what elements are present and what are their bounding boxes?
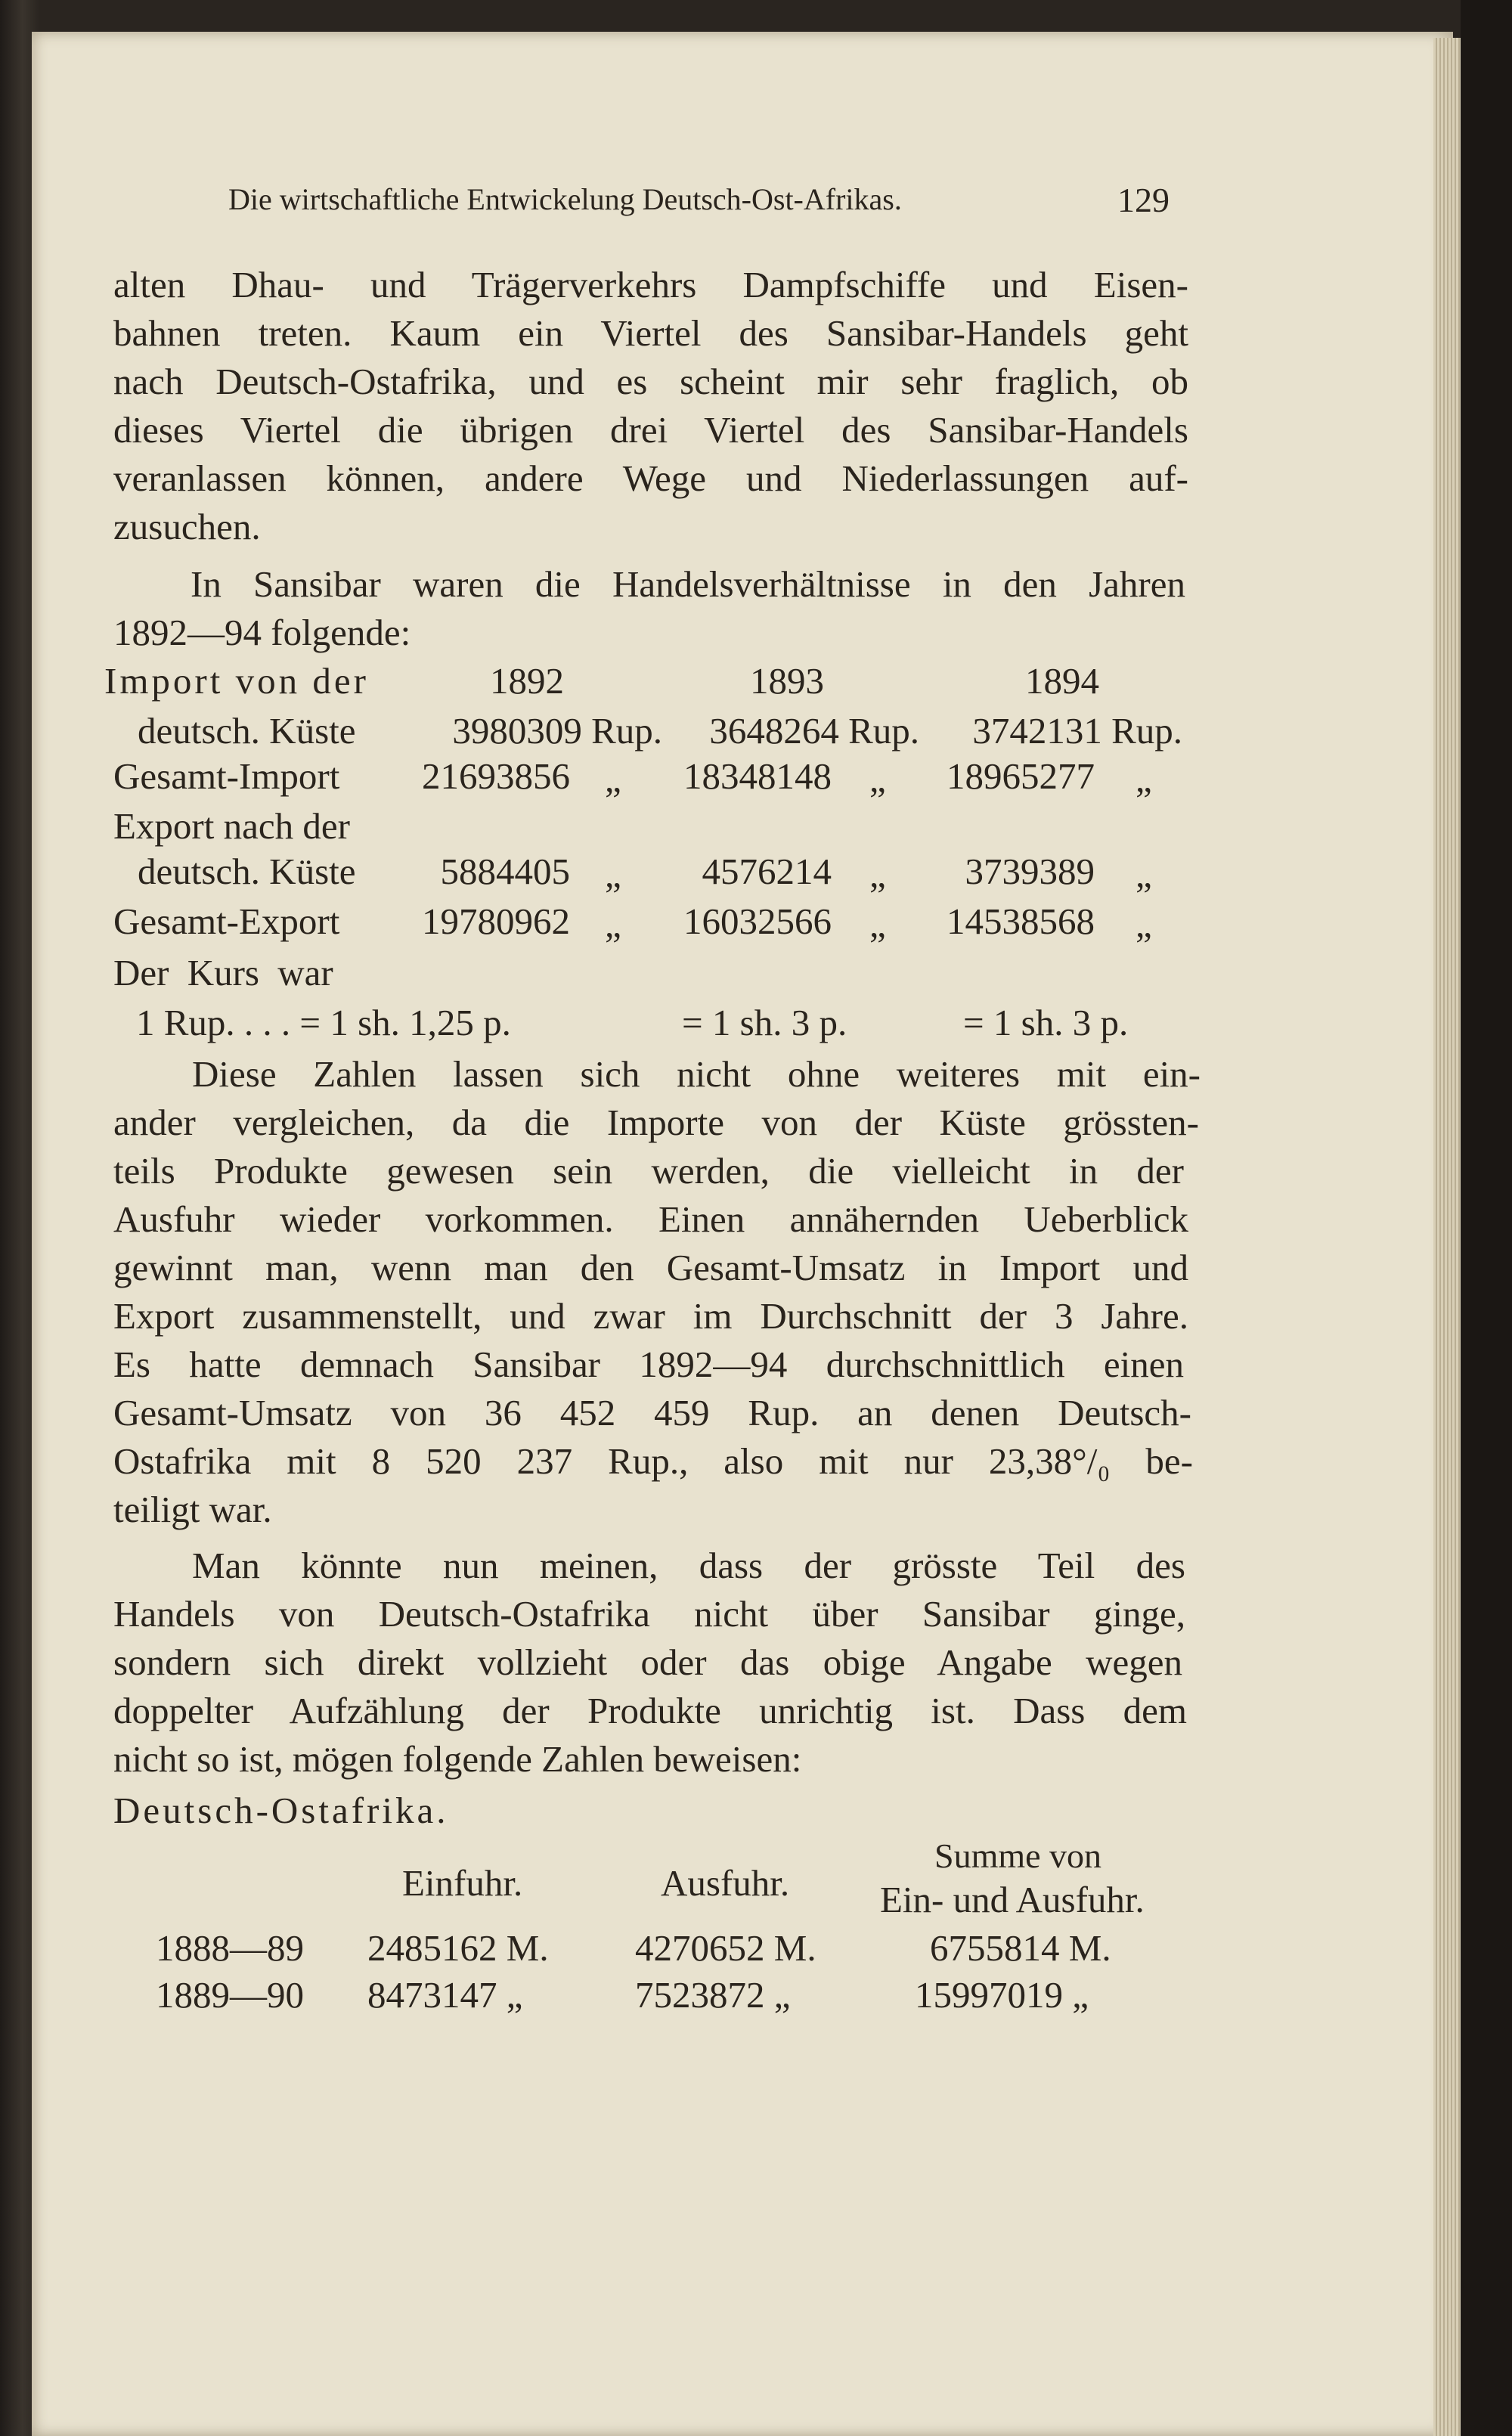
ditto-mark: „	[1136, 903, 1152, 945]
table1-value: 18965277	[947, 755, 1095, 797]
text-line: Ostafrika mit 8 520 237 Rup., also mit nur 23,38°/₀ be-	[113, 1440, 1193, 1482]
ditto-mark: „	[1136, 854, 1152, 895]
table1-year: 1892	[490, 660, 564, 702]
text-line: Diese Zahlen lassen sich nicht ohne weiteres mit ein-	[192, 1053, 1201, 1095]
text-line: Ausfuhr wieder vorkommen. Einen annähernden Ueberblick	[113, 1198, 1188, 1240]
kurs-value: = 1 sh. 3 p.	[963, 1002, 1129, 1043]
table1-row-label: Gesamt-Import	[113, 755, 340, 797]
kurs-value: = 1 sh. 3 p.	[682, 1002, 847, 1043]
table1-value: 21693856	[422, 755, 570, 797]
kurs-label: Der Kurs war	[113, 952, 333, 993]
table2-value: 2485162 M.	[367, 1927, 549, 1969]
text-line: sondern sich direkt vollzieht oder das obige Angabe wegen	[113, 1641, 1182, 1683]
table1-row-label: Gesamt-Export	[113, 900, 340, 942]
table1-value: 19780962	[422, 900, 570, 942]
ditto-mark: „	[605, 903, 621, 945]
text-line: nicht so ist, mögen folgende Zahlen beweisen:	[113, 1738, 802, 1780]
text-line: Es hatte demnach Sansibar 1892—94 durchschnittlich einen	[113, 1344, 1184, 1385]
table1-value: 3742131 Rup.	[972, 710, 1182, 752]
text-line: ander vergleichen, da die Importe von der Küste grössten-	[113, 1102, 1199, 1143]
text-line: Handels von Deutsch-Ostafrika nicht über Sansibar ginge,	[113, 1593, 1185, 1635]
table2-col-header: Summe von	[934, 1836, 1102, 1875]
table2-title: Deutsch-Ostafrika.	[113, 1790, 449, 1831]
text-line: alten Dhau- und Trägerverkehrs Dampfschiffe und Eisen-	[113, 264, 1188, 305]
ditto-mark: „	[1136, 758, 1152, 800]
table2-value: 6755814 M.	[930, 1927, 1111, 1969]
table1-value: 3648264 Rup.	[709, 710, 919, 752]
text-line: 1892—94 folgende:	[113, 612, 411, 653]
running-title: Die wirtschaftliche Entwickelung Deutsch-Ost-Afrikas.	[228, 182, 902, 216]
table1-value: 4576214	[702, 851, 832, 892]
table2-col-header: Einfuhr.	[402, 1862, 523, 1904]
table1-year: 1894	[1025, 660, 1099, 702]
text-line: nach Deutsch-Ostafrika, und es scheint mir sehr fraglich, ob	[113, 361, 1188, 402]
ditto-mark: „	[869, 854, 886, 895]
kurs-value: 1 Rup. . . . = 1 sh. 1,25 p.	[136, 1002, 511, 1043]
text-line: Man könnte nun meinen, dass der grösste Teil des	[192, 1545, 1185, 1586]
text-line: veranlassen können, andere Wege und Niederlassungen auf-	[113, 457, 1188, 499]
table1-row-label: Export nach der	[113, 805, 350, 847]
text-line: In Sansibar waren die Handelsverhältnisse in den Jahren	[191, 563, 1185, 605]
page-edges	[1433, 38, 1461, 2436]
table1-value: 16032566	[683, 900, 832, 942]
text-line: teils Produkte gewesen sein werden, die vielleicht in der	[113, 1150, 1184, 1192]
text-line: gewinnt man, wenn man den Gesamt-Umsatz in Import und	[113, 1247, 1188, 1288]
ditto-mark: „	[605, 758, 621, 800]
table1-value: 3980309 Rup.	[452, 710, 662, 752]
table2-year: 1888—89	[156, 1927, 304, 1969]
ditto-mark: „	[605, 854, 621, 895]
table1-value: 14538568	[947, 900, 1095, 942]
table1-row-label: deutsch. Küste	[138, 851, 356, 892]
table1-row-label: deutsch. Küste	[138, 710, 356, 752]
table2-value: 7523872 „	[635, 1974, 791, 2016]
page-number: 129	[1117, 181, 1170, 219]
table1-header-label: Import von der	[104, 660, 369, 702]
table1-value: 5884405	[440, 851, 570, 892]
text-line: Export zusammenstellt, und zwar im Durchschnitt der 3 Jahre.	[113, 1295, 1188, 1337]
table2-col-header: Ein- und Ausfuhr.	[880, 1879, 1145, 1920]
text-line: doppelter Aufzählung der Produkte unrichtig ist. Dass dem	[113, 1690, 1187, 1731]
ditto-mark: „	[869, 903, 886, 945]
dark-margin	[1461, 0, 1512, 2436]
text-line: zusuchen.	[113, 506, 261, 547]
text-line: dieses Viertel die übrigen drei Viertel des Sansibar-Handels	[113, 409, 1188, 451]
table1-value: 3739389	[965, 851, 1095, 892]
text-line: teiligt war.	[113, 1489, 272, 1530]
table1-value: 18348148	[683, 755, 832, 797]
table2-value: 4270652 M.	[635, 1927, 816, 1969]
table1-year: 1893	[750, 660, 824, 702]
text-line: Gesamt-Umsatz von 36 452 459 Rup. an denen Deutsch-	[113, 1392, 1191, 1433]
ditto-mark: „	[869, 758, 886, 800]
table2-col-header: Ausfuhr.	[661, 1862, 790, 1904]
table2-value: 15997019 „	[915, 1974, 1089, 2016]
table2-value: 8473147 „	[367, 1974, 523, 2016]
text-line: bahnen treten. Kaum ein Viertel des Sansibar-Handels geht	[113, 312, 1188, 354]
table2-year: 1889—90	[156, 1974, 304, 2016]
